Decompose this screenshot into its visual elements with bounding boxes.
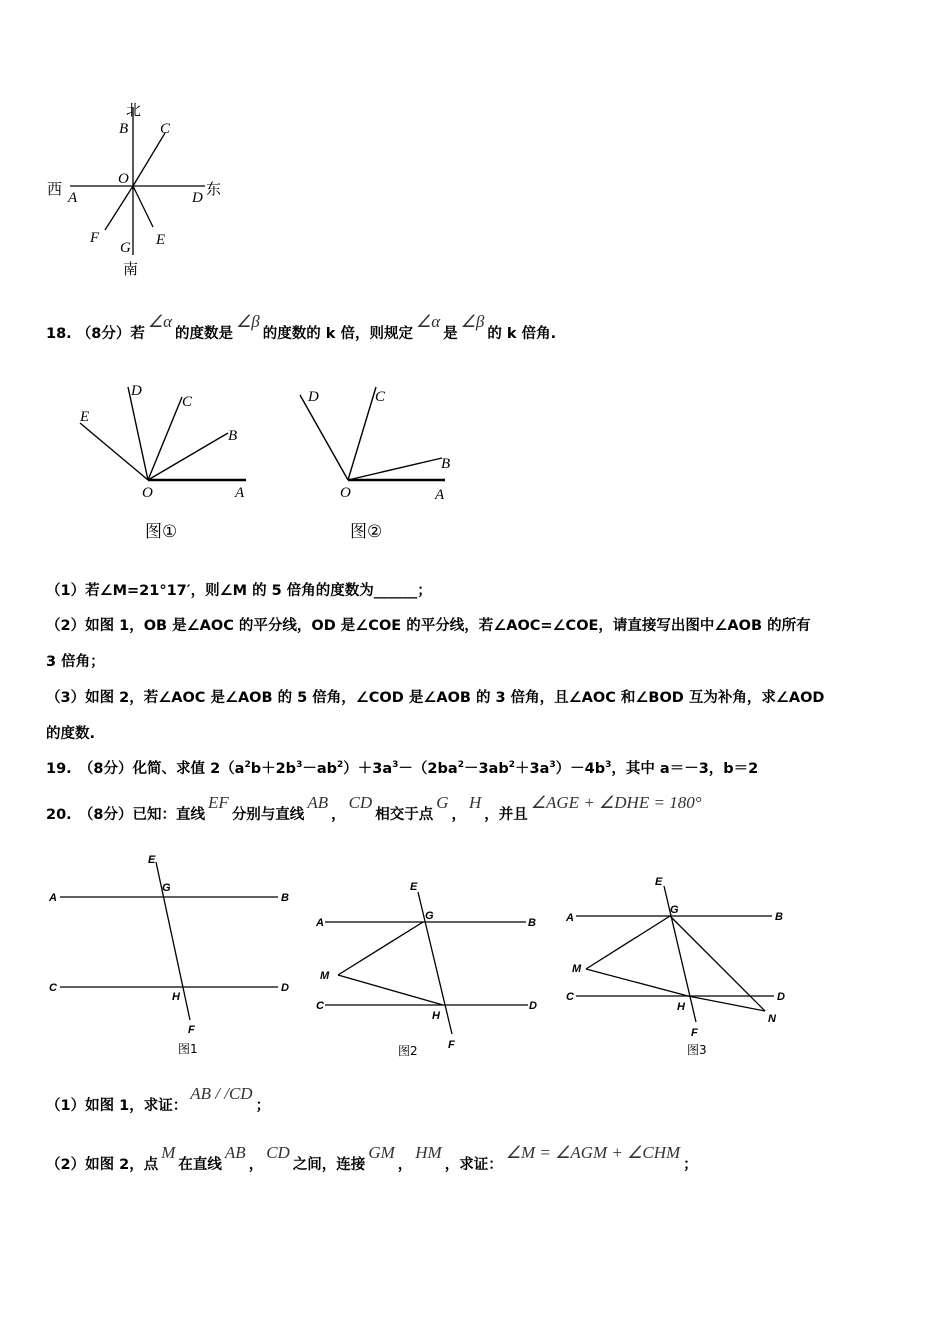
point-b-label: B: [528, 917, 536, 929]
ray-oc: [133, 133, 165, 186]
q18-figure-2: [290, 375, 470, 550]
point-a-label: A: [235, 485, 245, 501]
angle-equation: ∠M = ∠AGM + ∠CHM: [505, 1143, 681, 1162]
point-e-label: E: [80, 409, 90, 425]
figure-3-caption: 图3: [687, 1043, 707, 1057]
point-d-label: D: [308, 389, 319, 405]
point-a-label: A: [68, 190, 78, 206]
point-h-label: H: [432, 1010, 440, 1022]
point-h-label: H: [677, 1001, 685, 1013]
angle-alpha: ∠α: [415, 312, 441, 331]
east-label: 东: [206, 180, 222, 198]
q18-statement: 18. （8分）若∠α的度数是∠β的度数的 k 倍，则规定∠α是∠β的 k 倍角.: [46, 312, 557, 342]
line-ab: AB: [224, 1143, 246, 1162]
point-g-label: G: [120, 240, 131, 256]
point-f-label: F: [188, 1024, 195, 1036]
point-b-label: B: [119, 121, 129, 137]
q18-part-3-line-2: 的度数.: [46, 726, 96, 742]
line-cd: CD: [266, 1143, 290, 1162]
parallel-statement: AB / /CD: [190, 1084, 253, 1103]
point-d-label: D: [777, 991, 785, 1003]
point-f-label: F: [448, 1039, 455, 1051]
point-g: G: [436, 793, 449, 812]
point-a-label: A: [49, 892, 57, 904]
segment-gm: [586, 916, 670, 969]
point-e-label: E: [410, 881, 418, 893]
line-cd: CD: [348, 793, 373, 812]
point-c-label: C: [375, 389, 386, 405]
figure-2-caption: 图2: [398, 1044, 418, 1058]
segment-gm: [338, 922, 423, 975]
line-ef: EF: [208, 793, 229, 812]
point-e-label: E: [148, 854, 156, 866]
point-m-label: M: [572, 963, 582, 975]
point-m: M: [161, 1143, 176, 1162]
q20-part-1: （1）如图 1，求证：AB / /CD；: [46, 1084, 271, 1114]
segment-hm: [586, 969, 688, 996]
q20-part-2: （2）如图 2，点M在直线AB，CD之间，连接GM，HM，求证：∠M = ∠AGM + ∠CHM；: [46, 1143, 698, 1173]
point-b-label: B: [228, 428, 238, 444]
point-e-label: E: [156, 232, 166, 248]
q20-statement: 20. （8分）已知：直线EF分别与直线AB，CD相交于点G，H，并且∠AGE + ∠DHE = 180°: [46, 793, 702, 823]
point-h-label: H: [172, 991, 180, 1003]
q18-part-2-line-1: （2）如图 1，OB 是∠AOC 的平分线，OD 是∠COE 的平分线，若∠AOC=∠COE，请直接写出图中∠AOB 的所有: [46, 618, 811, 634]
point-g-label: G: [670, 904, 679, 916]
q18-figure-1: [70, 375, 270, 550]
ray-ob: [148, 433, 228, 480]
ray-of: [105, 186, 133, 230]
point-d-label: D: [529, 1000, 537, 1012]
figure-1-caption: 图①: [145, 522, 178, 542]
point-o-label: O: [142, 485, 153, 501]
q19-statement: 19. （8分）化简、求值 $2(a^2b+2b^3-ab^2)+3a^3-(2ba^2-3ab^2+3a^3)-4b^3$，其中 a＝－3，b＝2: [46, 760, 759, 777]
ray-oc: [148, 397, 182, 480]
point-c-label: C: [160, 121, 171, 137]
point-b-label: B: [281, 892, 289, 904]
point-d-label: D: [281, 982, 289, 994]
line-ab: AB: [307, 793, 329, 812]
ray-ob: [348, 458, 442, 480]
figure-1-caption: 图1: [178, 1042, 198, 1056]
ray-od: [300, 395, 348, 480]
angle-beta: ∠β: [460, 312, 485, 331]
point-e-label: E: [655, 876, 663, 888]
segment-hm: [338, 975, 443, 1005]
q20-figure-3: [560, 870, 800, 1065]
q18-part-2-line-2: 3 倍角；: [46, 654, 105, 670]
figure-2-caption: 图②: [350, 522, 383, 542]
segment-hm: HM: [415, 1143, 442, 1162]
point-a-label: A: [566, 912, 574, 924]
q18-part-3-line-1: （3）如图 2，若∠AOC 是∠AOB 的 5 倍角，∠COD 是∠AOB 的 3 倍角，且∠AOC 和∠BOD 互为补角，求∠AOD: [46, 690, 825, 706]
point-c-label: C: [316, 1000, 324, 1012]
angle-alpha: ∠α: [147, 312, 173, 331]
compass-figure: [40, 95, 240, 285]
point-a-label: A: [316, 917, 324, 929]
point-b-label: B: [775, 911, 783, 923]
angle-beta: ∠β: [236, 312, 260, 331]
point-f-label: F: [691, 1027, 698, 1039]
segment-hn: [688, 996, 765, 1011]
west-label: 西: [47, 180, 63, 198]
point-m-label: M: [320, 970, 330, 982]
segment-gn: [670, 916, 765, 1011]
point-c-label: C: [566, 991, 574, 1003]
point-g-label: G: [425, 910, 434, 922]
point-f-label: F: [90, 230, 100, 246]
ray-oc: [348, 387, 376, 480]
point-n-label: N: [768, 1013, 776, 1025]
segment-gm: GM: [368, 1143, 395, 1162]
point-o-label: O: [118, 171, 129, 187]
point-a-label: A: [435, 487, 445, 503]
point-h: H: [469, 793, 482, 812]
q18-part-1: （1）若∠M=21°17′，则∠M 的 5 倍角的度数为______；: [46, 583, 432, 599]
point-b-label: B: [441, 456, 451, 472]
point-d-label: D: [192, 190, 203, 206]
south-label: 南: [123, 260, 139, 278]
point-g-label: G: [162, 882, 171, 894]
north-label: 北: [126, 101, 142, 119]
point-c-label: C: [49, 982, 57, 994]
point-o-label: O: [340, 485, 351, 501]
q20-figure-2: [310, 872, 550, 1067]
ray-oe: [133, 186, 153, 227]
point-d-label: D: [131, 383, 142, 399]
q20-figure-1: [40, 850, 300, 1065]
point-c-label: C: [182, 394, 193, 410]
angle-condition: ∠AGE + ∠DHE = 180°: [530, 793, 702, 812]
